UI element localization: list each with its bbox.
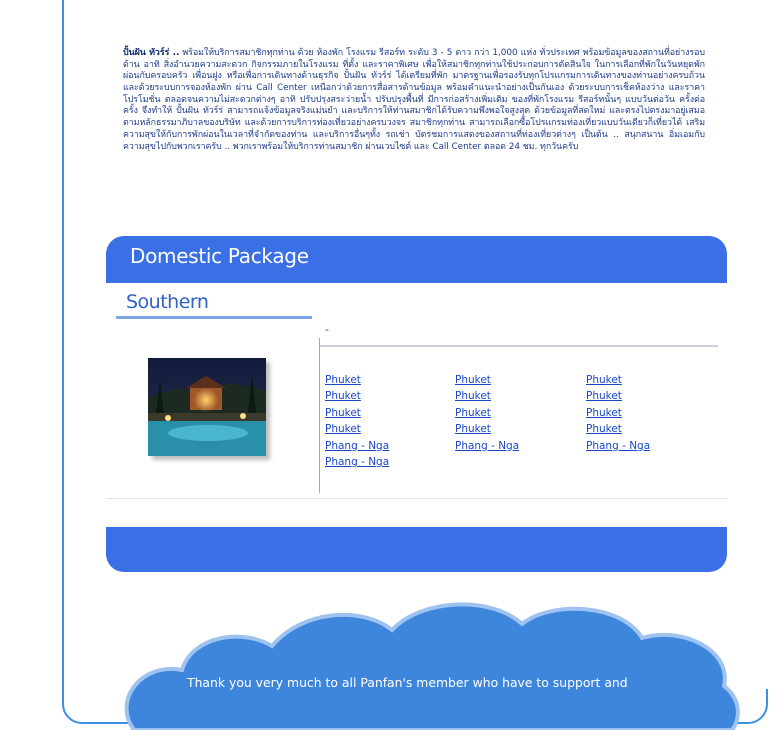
destination-link[interactable]: Phuket <box>455 374 491 386</box>
destination-link[interactable]: Phang - Nga <box>325 439 390 452</box>
destination-link[interactable]: Phang - Nga <box>586 439 651 452</box>
cloud-banner-shape <box>112 590 742 730</box>
destination-link[interactable]: Phuket <box>586 374 622 386</box>
links-column-2 <box>455 372 585 454</box>
region-heading: Southern <box>126 291 209 313</box>
destination-link[interactable]: Phuket <box>586 423 622 436</box>
destination-link[interactable]: Phuket <box>586 390 622 403</box>
page-scrollbar[interactable] <box>763 0 777 689</box>
destination-link[interactable]: Phang - Nga <box>325 456 390 469</box>
links-column-3 <box>586 372 716 454</box>
destination-link[interactable]: Phuket <box>586 406 622 419</box>
destination-link[interactable]: Phuket <box>455 406 491 419</box>
intro-paragraph <box>123 48 705 153</box>
divider-vertical <box>319 338 320 493</box>
destination-dash: - <box>325 323 329 336</box>
brand-name: ปั้นฝัน ทัวร์ร่ .. <box>123 47 180 58</box>
destination-link[interactable]: Phuket <box>455 423 491 436</box>
destination-link[interactable]: Phuket <box>455 390 491 403</box>
package-body <box>106 283 727 499</box>
domestic-package-panel <box>106 236 727 572</box>
resort-pool-photo[interactable] <box>148 358 266 456</box>
divider-horizontal <box>320 345 718 347</box>
resort-pool-image <box>148 358 266 456</box>
destination-link[interactable]: Phuket <box>325 374 361 386</box>
destination-link[interactable]: Phang - Nga <box>455 439 520 452</box>
intro-text: พร้อมให้บริการสมาชิกทุกท่าน ด้วย ห้องพัก โรงแรม รีสอร์ท ระดับ 3 - 5 ดาว กว่า 1,000 แห่ง ทั่วประเทศ พร้อมข้อมูลของสถานที่อย่างรอบด้าน อาทิ สิ่งอำนวยความสะดวก กิจกรรมภายในโรงแรม ที่ตั้ง และราคาพิเศษ เพื่อให้สมาชิกทุกท่านใช้ประกอบการตัดสินใจ ในการเลือกที่พักในวันหยุดพักผ่อนกับครอบครัว เพื่อนฝูง หรือเพื่อการเดินทางด้านธุรกิจ ปั้นฝัน ทัวร์ร่ ได้เตรียมที่พัก มาตรฐานเพื่อรองรับทุกโปรแกรมการเดินทางของท่านอย่างครบถ้วน และด้วยระบบการจองห้องพัก ผ่าน Call Center เหนือกว่าด้วยการสื่อสารด้านข้อมูล พร้อมคำแนะนำอย่างเป็นกันเอง ด้วยระบบการเช็คห้องว่าง และราคาโปรโมชั่น ตลอดจนความไม่สะดวกต่างๆ อาทิ ปรับปรุงสระว่ายน้ำ ปรับปรุงพื้นที่ มีการก่อสร้างเพิ่มเติม ของที่พักโรงแรม รีสอร์ทนั้นๆ แบบวันต่อวัน ครั้งต่อครั้ง จึงทำให้ ปั้นฝัน ทัวร์ร่ สามารถแจ้งข้อมูลจริงแม่นยำ และบริการให้ท่านสมาชิกได้รับความพึงพอใจสูงสุด ด้วยข้อมูลที่สดใหม่ และตรงไปตรงมาอยู่เสมอ ตามหลักธรรมาภิบาลของบริษัท และด้วยการบริการท่องเที่ยวอย่างครบวงจร สมาชิกทุกท่าน สามารถเลือกซื้อโปรแกรมท่องเที่ยวแบบวันเดียวก็เที่ยวได้ เสริมความสุขให้กับการพักผ่อนในเวลาที่จำกัดของท่าน และบริการอื่นๆทั้ง รถเช่า บัตรชมการแสดงของสถานที่ท่องเที่ยวต่างๆ เป็นต้น .. สนุกสนาน อิ่มเอมกับความสุขไปกับพวกเราครับ .. พวกเราพร้อมให้บริการท่านสมาชิก ผ่านเวบไซต์ และ Call Center ตลอด 24 ชม. ทุกวันครับ <box>123 47 705 152</box>
destination-link[interactable]: Phuket <box>325 423 361 436</box>
package-title: Domestic Package <box>130 244 309 268</box>
destination-link[interactable]: Phuket <box>325 406 361 419</box>
thanks-message: Thank you very much to all Panfan's member who have to support and <box>187 675 628 690</box>
links-column-1 <box>325 372 455 470</box>
region-underline <box>116 316 312 319</box>
destination-link[interactable]: Phuket <box>325 390 361 403</box>
package-footer-strip <box>106 498 727 527</box>
